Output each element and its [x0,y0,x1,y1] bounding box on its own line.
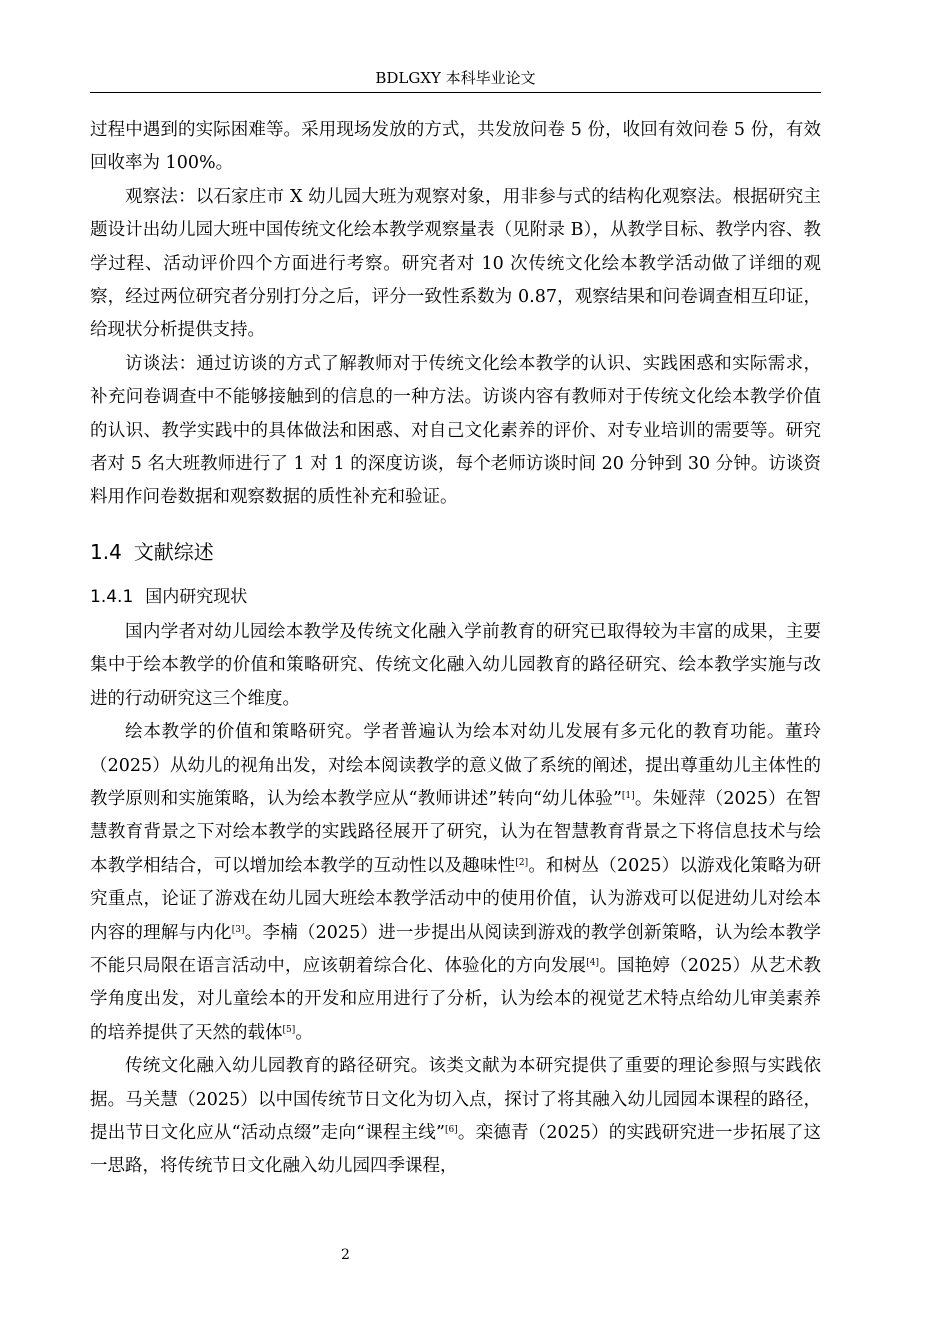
paragraph-text: 。栾德青（2025）的实践研究进一步拓展了这一思路，将传统节日文化融入幼儿园四季课程， [90,1122,821,1177]
paragraph-questionnaire-continued: 过程中遇到的实际困难等。采用现场发放的方式，共发放问卷 5 份，收回有效问卷 5 份，有效回收率为 100%。 [90,120,821,174]
section-title: 文献综述 [133,539,214,564]
citation-ref[interactable]: [2] [515,857,529,868]
subsection-title: 国内研究现状 [145,586,248,607]
paragraph-text: 。国艳婷（2025）从艺术教学角度出发，对儿童绘本的开发和应用进行了分析，认为绘本的视觉艺术特点给幼儿审美素养的培养提供了天然的载体 [90,955,821,1043]
paragraph-traditional-culture-path [90,1050,821,1184]
paragraph-text: 。 [295,1022,313,1043]
page-number: 2 [341,1247,350,1263]
paragraph-observation-method: 观察法：以石家庄市 X 幼儿园大班为观察对象，用非参与式的结构化观察法。根据研究主题设计出幼儿园大班中国传统文化绘本教学观察量表（见附录 B），从教学目标、教学内容、教学过程、活动评价四个方面进行考察。研究者对 10 次传统文化绘本教学活动做了详细的观察，经过两位研究者分别打分之后，评分一致性系数为 0.87，观察结果和问卷调查相互印证，给现状分析提供支持。 [90,186,821,341]
citation-ref[interactable]: [6] [444,1124,458,1135]
citation-ref[interactable]: [5] [282,1024,296,1035]
citation-ref[interactable]: [1] [621,790,635,801]
paragraph-text: 。朱娅萍（2025）在智慧教育背景之下对绘本教学的实践路径展开了研究，认为在智慧教育背景之下将信息技术与绘本教学相结合，可以增加绘本教学的互动性以及趣味性 [90,788,821,876]
header-rule [90,92,821,93]
paragraph-text: 绘本教学的价值和策略研究。学者普遍认为绘本对幼儿发展有多元化的教育功能。董玲（2025）从幼儿的视角出发，对绘本阅读教学的意义做了系统的阐述，提出尊重幼儿主体性的教学原则和实施策略，认为绘本教学应从“教师讲述”转向“幼儿体验” [90,722,821,809]
paragraph-text: 传统文化融入幼儿园教育的路径研究。该类文献为本研究提供了重要的理论参照与实践依据。马关慧（2025）以中国传统节日文化为切入点，探讨了将其融入幼儿园园本课程的路径，提出节日文化应从“活动点缀”走向“课程主线” [90,1056,821,1143]
section-number: 1.4 [90,539,122,564]
subsection-heading [90,582,821,612]
paragraph-text: 。李楠（2025）进一步提出从阅读到游戏的教学创新策略，认为绘本教学不能只局限在语言活动中，应该朝着综合化、体验化的方向发展 [90,922,821,976]
page-body [90,114,821,1184]
citation-ref[interactable]: [3] [231,924,245,935]
paragraph-picturebook-value-strategy [90,716,821,1050]
subsection-number: 1.4.1 [90,586,134,607]
paragraph-domestic-overview: 国内学者对幼儿园绘本教学及传统文化融入学前教育的研究已取得较为丰富的成果，主要集中于绘本教学的价值和策略研究、传统文化融入幼儿园教育的路径研究、绘本教学实施与改进的行动研究这三个维度。 [90,621,821,709]
paragraph-text: 。和树丛（2025）以游戏化策略为研究重点，论证了游戏在幼儿园大班绘本教学活动中的使用价值，认为游戏可以促进幼儿对绘本内容的理解与内化 [90,855,821,943]
section-heading [90,537,821,567]
paragraph-interview-method: 访谈法：通过访谈的方式了解教师对于传统文化绘本教学的认识、实践困惑和实际需求，补充问卷调查中不能够接触到的信息的一种方法。访谈内容有教师对于传统文化绘本教学价值的认识、教学实践中的具体做法和困惑、对自己文化素养的评价、对专业培训的需要等。研究者对 5 名大班教师进行了 1 对 1 的深度访谈，每个老师访谈时间 20 分钟到 30 分钟。访谈资料用作问卷数据和观察数据的质性补充和验证。 [90,353,821,508]
citation-ref[interactable]: [4] [586,957,599,968]
running-header: BDLGXY 本科毕业论文 [375,69,536,87]
